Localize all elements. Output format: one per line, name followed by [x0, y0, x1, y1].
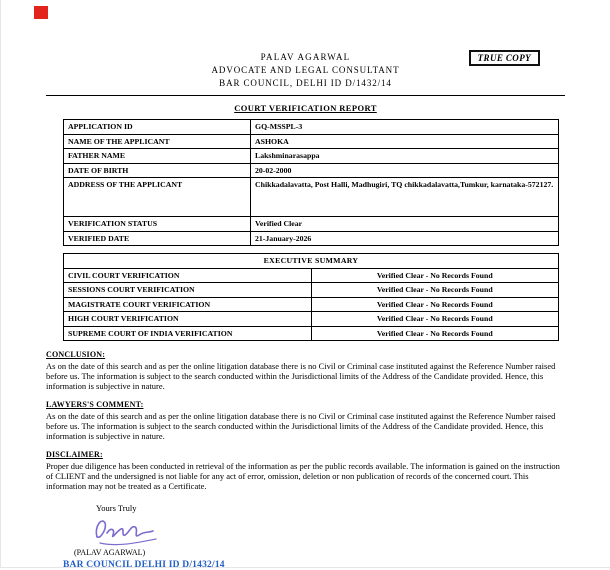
table-row	[64, 283, 559, 298]
section-heading: DISCLAIMER:	[46, 450, 103, 459]
handwritten-signature	[90, 514, 180, 548]
signatory-bar-id: BAR COUNCIL DELHI ID D/1432/14	[63, 560, 225, 570]
section-disclaimer	[46, 450, 565, 491]
row-label: SUPREME COURT OF INDIA VERIFICATION	[64, 326, 312, 341]
section-heading: LAWYERS'S COMMENT:	[46, 400, 144, 409]
summary-title: EXECUTIVE SUMMARY	[64, 254, 559, 269]
row-label: VERIFICATION STATUS	[64, 217, 251, 232]
section-lawyers-comment	[46, 400, 565, 441]
applicant-table	[63, 119, 559, 246]
true-copy-stamp	[469, 50, 540, 66]
executive-summary-table	[63, 253, 559, 341]
row-label: FATHER NAME	[64, 149, 251, 164]
row-value: Lakshminarasappa	[251, 149, 559, 164]
document-content	[1, 119, 610, 570]
row-value: ASHOKA	[251, 134, 559, 149]
table-row	[64, 178, 559, 217]
table-row	[64, 217, 559, 232]
closing-line: Yours Truly	[96, 503, 137, 513]
advocate-title: ADVOCATE AND LEGAL CONSULTANT	[211, 65, 400, 75]
row-label: APPLICATION ID	[64, 120, 251, 135]
table-row	[64, 326, 559, 341]
table-header-row	[64, 254, 559, 269]
section-heading: CONCLUSION:	[46, 350, 106, 359]
row-label: DATE OF BIRTH	[64, 163, 251, 178]
row-value: 21-January-2026	[251, 231, 559, 246]
advocate-bar-id: BAR COUNCIL, DELHI ID D/1432/14	[219, 78, 392, 88]
row-label: HIGH COURT VERIFICATION	[64, 312, 312, 327]
table-row	[64, 134, 559, 149]
table-row	[64, 297, 559, 312]
row-value: Chikkadalavatta, Post Halli, Madhugiri, TQ chikkadalavatta,Tumkur, karnataka-572127.	[251, 178, 559, 217]
table-row	[64, 231, 559, 246]
row-label: MAGISTRATE COURT VERIFICATION	[64, 297, 312, 312]
row-value: GQ-MSSPL-3	[251, 120, 559, 135]
row-label: CIVIL COURT VERIFICATION	[64, 268, 312, 283]
section-body: Proper due diligence has been conducted in retrieval of the information as per the public records available. The information is gained on the instruction of CLIENT and the undersigned is not liable for any act of error, omission, deletion or non publication of records of the concerned court. This information may not be treated as a Certificate.	[46, 461, 560, 491]
row-value: Verified Clear - No Records Found	[311, 312, 559, 327]
section-conclusion	[46, 350, 565, 391]
section-body: As on the date of this search and as per the online litigation database there is no Civil or Criminal case instituted against the Reference Number raised before us. The information is subject to the search conducted within the Jurisdictional limits of the Address of the Candidate provided. Hence, this information is subjective in nature.	[46, 411, 556, 441]
red-stamp-square	[34, 6, 48, 19]
row-label: SESSIONS COURT VERIFICATION	[64, 283, 312, 298]
row-value: Verified Clear	[251, 217, 559, 232]
table-row	[64, 120, 559, 135]
row-value: Verified Clear - No Records Found	[311, 283, 559, 298]
advocate-name: PALAV AGARWAL	[260, 52, 351, 62]
table-row	[64, 163, 559, 178]
table-row	[64, 149, 559, 164]
true-copy-label: TRUE COPY	[477, 53, 531, 63]
row-label: ADDRESS OF THE APPLICANT	[64, 178, 251, 217]
report-title: COURT VERIFICATION REPORT	[234, 103, 377, 113]
row-value: 20-02-2000	[251, 163, 559, 178]
table-row	[64, 268, 559, 283]
header-divider	[46, 95, 565, 96]
row-label: NAME OF THE APPLICANT	[64, 134, 251, 149]
row-label: VERIFIED DATE	[64, 231, 251, 246]
row-value: Verified Clear - No Records Found	[311, 326, 559, 341]
table-row	[64, 312, 559, 327]
signatory-name: (PALAV AGARWAL)	[74, 548, 146, 557]
row-value: Verified Clear - No Records Found	[311, 297, 559, 312]
row-value: Verified Clear - No Records Found	[311, 268, 559, 283]
section-body: As on the date of this search and as per the online litigation database there is no Civil or Criminal case instituted against the Reference Number raised before us. The information is subject to the search conducted within the Jurisdictional limits of the Address of the Candidate provided. Hence, this information is subjective in nature.	[46, 361, 556, 391]
